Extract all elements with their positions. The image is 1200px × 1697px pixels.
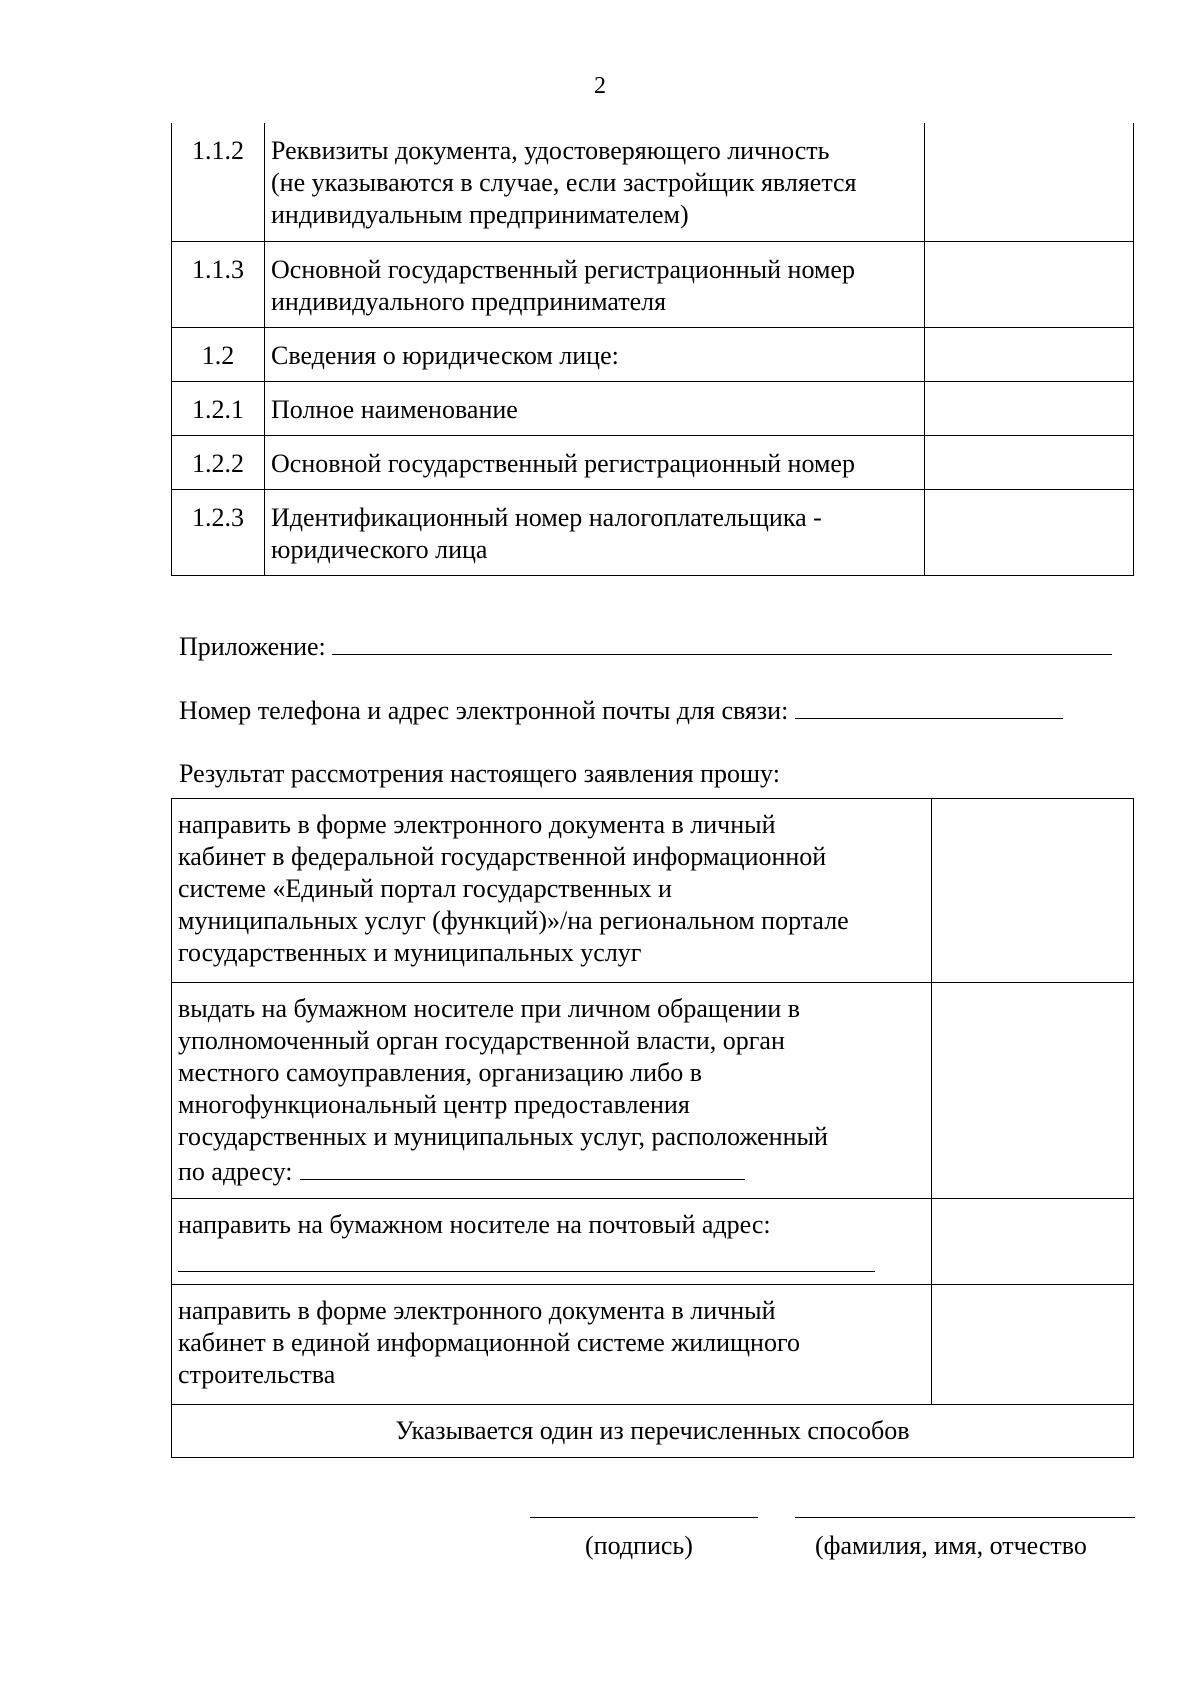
text-line: направить в форме электронного документа в личный: [178, 1296, 776, 1325]
result-option-text: [172, 1199, 932, 1285]
signature-line[interactable]: [530, 1517, 758, 1518]
item-number: 1.2.2: [172, 435, 265, 489]
text-line: направить на бумажном носителе на почтовый адрес:: [178, 1210, 771, 1239]
text-line: Идентификационный номер налогоплательщика -: [271, 502, 822, 532]
contact-input-line[interactable]: [795, 692, 1063, 719]
result-option-row: [172, 1199, 1134, 1285]
text-line: Полное наименование: [271, 394, 518, 424]
result-intro: Результат рассмотрения настоящего заявления прошу:: [179, 759, 780, 788]
applicant-info-table: [171, 123, 1134, 576]
result-option-checkbox-cell[interactable]: [932, 1285, 1134, 1405]
text-line: Основной государственный регистрационный номер: [271, 254, 855, 284]
result-note: Указывается один из перечисленных способов: [172, 1405, 1134, 1458]
table-row: [172, 123, 1134, 241]
text-line: индивидуальным предпринимателем): [271, 200, 689, 229]
text-line: Основной государственный регистрационный номер: [271, 448, 855, 478]
text-line: выдать на бумажном носителе при личном обращении в: [178, 994, 801, 1023]
item-value-cell[interactable]: [925, 381, 1134, 435]
text-line: государственных и муниципальных услуг: [178, 938, 642, 967]
item-number: 1.1.2: [172, 123, 265, 241]
item-value-cell[interactable]: [925, 241, 1134, 327]
contact-field: [179, 692, 1063, 727]
text-line: Сведения о юридическом лице:: [271, 340, 619, 370]
table-row: [172, 381, 1134, 435]
table-row: [172, 489, 1134, 575]
text-line: кабинет в федеральной государственной информационной: [178, 842, 827, 871]
item-label: [265, 489, 925, 575]
postal-address-input-line[interactable]: [178, 1241, 875, 1272]
page-number: 2: [594, 73, 606, 99]
item-number: 1.2.3: [172, 489, 265, 575]
item-value-cell[interactable]: [925, 123, 1134, 241]
text-line: кабинет в единой информационной системе жилищного: [178, 1328, 800, 1357]
table-row: [172, 435, 1134, 489]
result-option-row: [172, 799, 1134, 983]
result-option-checkbox-cell[interactable]: [932, 1199, 1134, 1285]
text-line: местного самоуправления, организацию либо в: [178, 1058, 703, 1087]
text-line: направить в форме электронного документа в личный: [178, 810, 776, 839]
item-value-cell[interactable]: [925, 327, 1134, 381]
text-line: многофункциональный центр предоставления: [178, 1090, 690, 1119]
item-number: 1.2.1: [172, 381, 265, 435]
item-label: [265, 435, 925, 489]
item-number: 1.1.3: [172, 241, 265, 327]
item-label: [265, 241, 925, 327]
signature-caption: (подпись): [585, 1531, 693, 1560]
result-option-text: [172, 983, 932, 1199]
result-option-checkbox-cell[interactable]: [932, 983, 1134, 1199]
table-row: [172, 327, 1134, 381]
result-option-text: [172, 799, 932, 983]
item-value-cell[interactable]: [925, 489, 1134, 575]
text-line: государственных и муниципальных услуг, расположенный: [178, 1122, 828, 1151]
item-label: [265, 381, 925, 435]
text-line: уполномоченный орган государственной власти, орган: [178, 1026, 785, 1055]
attachment-field: [179, 628, 1112, 663]
attachment-input-line[interactable]: [332, 628, 1112, 655]
table-row: [172, 241, 1134, 327]
result-option-row: [172, 983, 1134, 1199]
text-line: строительства: [178, 1360, 336, 1389]
address-input-line[interactable]: [300, 1153, 745, 1180]
text-line: Реквизиты документа, удостоверяющего личность: [271, 136, 830, 165]
item-value-cell[interactable]: [925, 435, 1134, 489]
item-label: [265, 123, 925, 241]
result-note-row: [172, 1405, 1134, 1458]
contact-label: Номер телефона и адрес электронной почты для связи:: [179, 696, 789, 725]
item-number: 1.2: [172, 327, 265, 381]
name-line[interactable]: [795, 1517, 1135, 1518]
attachment-label: Приложение:: [179, 632, 326, 661]
result-option-text: [172, 1285, 932, 1405]
text-line: по адресу:: [178, 1153, 925, 1188]
text-line: системе «Единый портал государственных и: [178, 874, 672, 903]
text-line: юридического лица: [271, 534, 488, 564]
item-label: [265, 327, 925, 381]
text-line: муниципальных услуг (функций)»/на региональном портале: [178, 906, 849, 935]
result-option-checkbox-cell[interactable]: [932, 799, 1134, 983]
text-line: (не указываются в случае, если застройщик является: [271, 168, 857, 197]
result-method-table: [171, 798, 1134, 1458]
result-option-row: [172, 1285, 1134, 1405]
name-caption: (фамилия, имя, отчество: [815, 1531, 1087, 1560]
text-line: индивидуального предпринимателя: [271, 286, 667, 316]
